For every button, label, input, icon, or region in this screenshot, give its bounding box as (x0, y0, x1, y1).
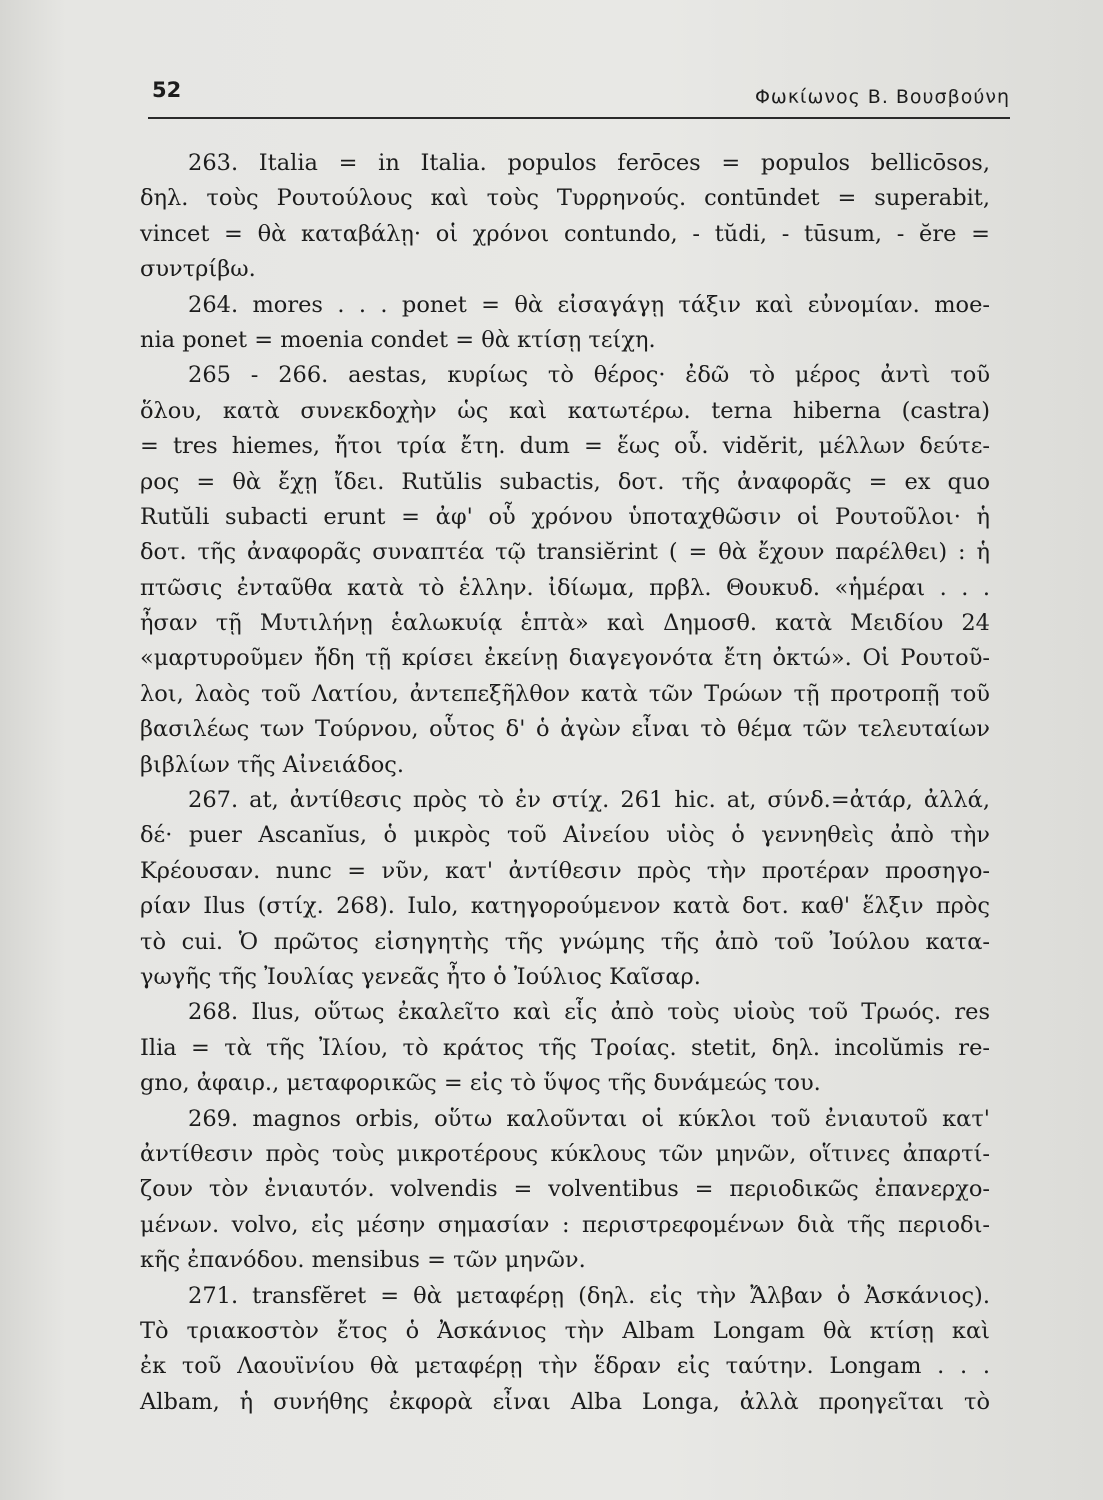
text-line: 268. Ilus, οὕτως ἐκαλεῖτο καὶ εἷς ἀπὸ τοὺς υἱοὺς τοῦ Τρωός. res (188, 999, 990, 1026)
text-line: Albam, ἡ συνήθης ἐκφορὰ εἶναι Alba Longa, ἀλλὰ προηγεῖται τὸ (140, 1388, 990, 1415)
text-line: ρος = θὰ ἔχῃ ἴδει. Rutŭlis subactis, δοτ. τῆς ἀναφορᾶς = ex quo (140, 468, 990, 495)
text-line: λοι, λαὸς τοῦ Λατίου, ἀντεπεξῆλθον κατὰ τῶν Τρώων τῇ προτροπῇ τοῦ (140, 680, 990, 707)
text-line: Rutŭli subacti erunt = ἀφ' οὗ χρόνου ὑποταχθῶσιν οἱ Ρουτοῦλοι· ἡ (140, 503, 990, 530)
text-line: ἦσαν τῇ Μυτιλήνῃ ἑαλωκυίᾳ ἑπτὰ» καὶ Δημοσθ. κατὰ Μειδίου 24 (140, 610, 990, 637)
text-line: κῆς ἐπανόδου. mensibus = τῶν μηνῶν. (140, 1247, 586, 1274)
text-line: βασιλέως των Τούρνου, οὗτος δ' ὁ ἀγὼν εἶναι τὸ θέμα τῶν τελευταίων (140, 716, 990, 743)
text-line: ρίαν Ilus (στίχ. 268). Iulo, κατηγορούμενον κατὰ δοτ. καθ' ἕλξιν πρὸς (140, 893, 990, 920)
text-line: ὅλου, κατὰ συνεκδοχὴν ὡς καὶ κατωτέρω. terna hiberna (castra) (140, 397, 990, 424)
page-header (150, 78, 1010, 118)
text-line: βιβλίων τῆς Αἰνειάδος. (140, 751, 405, 778)
text-line: ζουν τὸν ἐνιαυτόν. volvendis = volventibus = περιοδικῶς ἐπανερχο- (140, 1176, 990, 1203)
text-line: συντρίβω. (140, 256, 256, 283)
text-line: Τὸ τριακοστὸν ἔτος ὁ Ἀσκάνιος τὴν Albam Longam θὰ κτίσῃ καὶ (140, 1317, 990, 1344)
text-line: vincet = θὰ καταβάλῃ· οἱ χρόνοι contundo, - tŭdi, - tūsum, - ĕre = (140, 220, 990, 247)
text-line: πτῶσις ἐνταῦθα κατὰ τὸ ἑλλην. ἰδίωμα, πρβλ. Θουκυδ. «ἡμέραι . . . (140, 574, 990, 601)
header-rule (148, 117, 1010, 119)
text-line: 264. mores . . . ponet = θὰ εἰσαγάγῃ τάξιν καὶ εὐνομίαν. moe- (188, 291, 990, 318)
text-line: δηλ. τοὺς Ρουτούλους καὶ τοὺς Τυρρηνούς. contūndet = superabit, (140, 185, 990, 212)
text-line: ἀντίθεσιν πρὸς τοὺς μικροτέρους κύκλους τῶν μηνῶν, οἵτινες ἀπαρτί- (140, 1140, 990, 1167)
text-line: μένων. volvo, εἰς μέσην σημασίαν : περιστρεφομένων διὰ τῆς περιοδι- (140, 1211, 990, 1238)
text-line: 271. transfĕret = θὰ μεταφέρῃ (δηλ. εἰς τὴν Ἄλβαν ὁ Ἀσκάνιος). (188, 1282, 990, 1309)
text-line: δέ· puer Ascanĭus, ὁ μικρὸς τοῦ Αἰνείου υἱὸς ὁ γεννηθεὶς ἀπὸ τὴν (140, 822, 990, 849)
commentary-text (140, 146, 990, 1420)
text-line: δοτ. τῆς ἀναφορᾶς συναπτέα τῷ transiĕrint ( = θὰ ἔχουν παρέλθει) : ἡ (140, 539, 990, 566)
text-line: 267. at, ἀντίθεσις πρὸς τὸ ἐν στίχ. 261 hic. at, σύνδ.=ἀτάρ, ἀλλά, (188, 787, 990, 814)
text-line: «μαρτυροῦμεν ἤδη τῇ κρίσει ἐκείνῃ διαγεγονότα ἔτη ὀκτώ». Οἱ Ρουτοῦ- (140, 645, 990, 672)
running-head: Φωκίωνος Β. Βουσβούνη (754, 86, 1010, 108)
text-line: 265 - 266. aestas, κυρίως τὸ θέρος· ἐδῶ τὸ μέρος ἀντὶ τοῦ (188, 362, 990, 389)
text-line: Ilia = τὰ τῆς Ἰλίου, τὸ κράτος τῆς Τροίας. stetit, δηλ. incolŭmis re- (140, 1034, 990, 1061)
page-number: 52 (152, 78, 182, 102)
text-line: 269. magnos orbis, οὕτω καλοῦνται οἱ κύκλοι τοῦ ἐνιαυτοῦ κατ' (188, 1105, 990, 1132)
text-line: γωγῆς τῆς Ἰουλίας γενεᾶς ἦτο ὁ Ἰούλιος Καῖσαρ. (140, 963, 701, 990)
text-line: = tres hiemes, ἤτοι τρία ἔτη. dum = ἕως οὗ. vidĕrit, μέλλων δεύτε- (140, 433, 990, 460)
text-line: τὸ cui. Ὁ πρῶτος εἰσηγητὴς τῆς γνώμης τῆς ἀπὸ τοῦ Ἰούλου κατα- (140, 928, 990, 955)
text-line: gno, ἀφαιρ., μεταφορικῶς = εἰς τὸ ὕψος τῆς δυνάμεώς του. (140, 1070, 821, 1097)
text-line: 263. Italia = in Italia. populos ferōces = populos bellicōsos, (188, 150, 990, 176)
text-line: Κρέουσαν. nunc = νῦν, κατ' ἀντίθεσιν πρὸς τὴν προτέραν προσηγο- (140, 857, 990, 884)
text-line: ἐκ τοῦ Λαουϊνίου θὰ μεταφέρῃ τὴν ἕδραν εἰς ταύτην. Longam . . . (140, 1353, 990, 1380)
text-line: nia ponet = moenia condet = θὰ κτίσῃ τείχη. (140, 326, 656, 353)
